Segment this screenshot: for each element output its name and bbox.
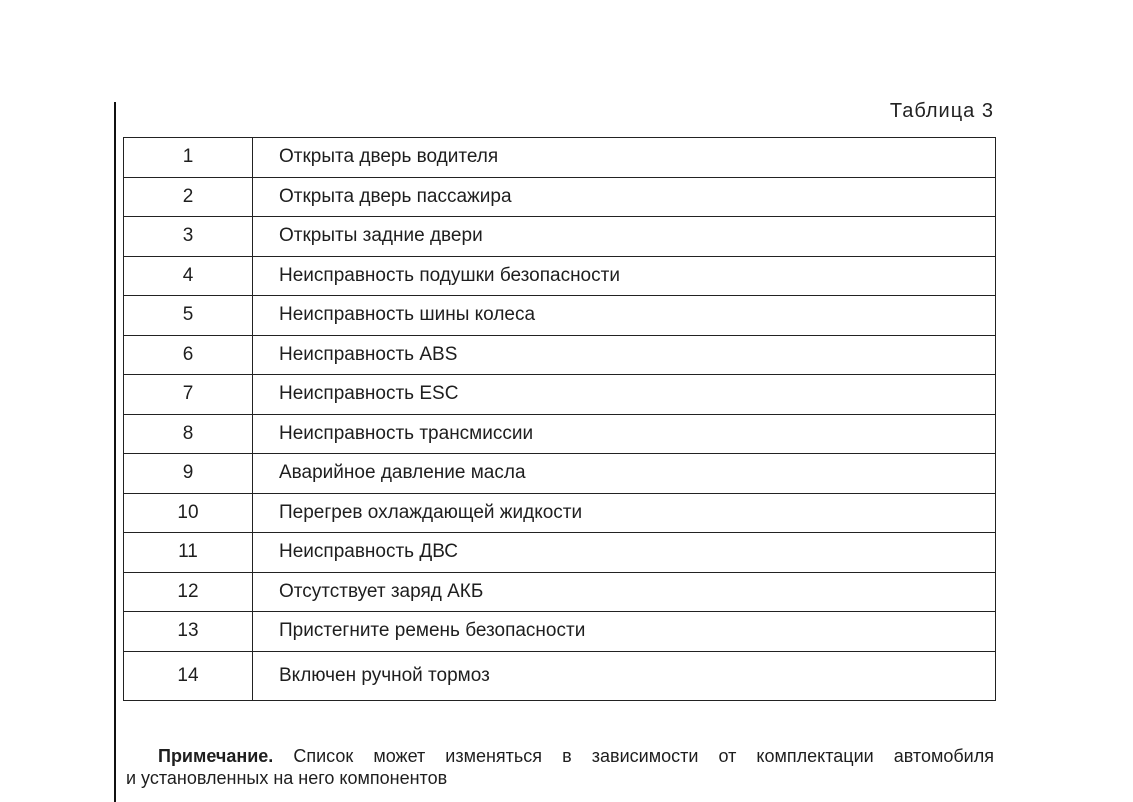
row-text: Неисправность шины колеса [253, 296, 996, 336]
row-number: 12 [124, 572, 253, 612]
row-number: 4 [124, 256, 253, 296]
table-row [124, 612, 996, 652]
row-text: Неисправность ДВС [253, 533, 996, 573]
table-row [124, 177, 996, 217]
row-number: 3 [124, 217, 253, 257]
row-number: 2 [124, 177, 253, 217]
table-row [124, 138, 996, 178]
row-number: 10 [124, 493, 253, 533]
row-text: Аварийное давление масла [253, 454, 996, 494]
row-text: Пристегните ремень безопасности [253, 612, 996, 652]
row-text: Открыты задние двери [253, 217, 996, 257]
row-text: Открыта дверь пассажира [253, 177, 996, 217]
row-number: 8 [124, 414, 253, 454]
table-caption: Таблица 3 [889, 100, 994, 122]
table-row [124, 217, 996, 257]
table-row [124, 651, 996, 700]
footnote-line-1 [126, 745, 994, 767]
table-row [124, 454, 996, 494]
row-number: 7 [124, 375, 253, 415]
row-text: Перегрев охлаждающей жидкости [253, 493, 996, 533]
row-text: Неисправность подушки безопасности [253, 256, 996, 296]
row-text: Неисправность ABS [253, 335, 996, 375]
footnote-text-1: Список может изменяться в зависимости от комплектации автомобиля [293, 746, 994, 766]
row-number: 5 [124, 296, 253, 336]
footnote-line-2: и установленных на него компонентов [126, 768, 448, 788]
row-text: Неисправность трансмиссии [253, 414, 996, 454]
table-row [124, 414, 996, 454]
table-body [124, 138, 996, 701]
row-number: 6 [124, 335, 253, 375]
table-row [124, 256, 996, 296]
table-row [124, 493, 996, 533]
row-text: Неисправность ESC [253, 375, 996, 415]
row-number: 1 [124, 138, 253, 178]
table-row [124, 375, 996, 415]
data-table-container [123, 137, 996, 701]
row-number: 13 [124, 612, 253, 652]
footnote [126, 745, 994, 789]
data-table [123, 137, 996, 701]
footnote-label: Примечание. [158, 746, 274, 766]
table-row [124, 335, 996, 375]
table-row [124, 572, 996, 612]
row-number: 11 [124, 533, 253, 573]
row-text: Включен ручной тормоз [253, 651, 996, 700]
margin-rule [114, 102, 116, 802]
row-text: Открыта дверь водителя [253, 138, 996, 178]
table-row [124, 296, 996, 336]
table-row [124, 533, 996, 573]
row-number: 9 [124, 454, 253, 494]
row-text: Отсутствует заряд АКБ [253, 572, 996, 612]
row-number: 14 [124, 651, 253, 700]
